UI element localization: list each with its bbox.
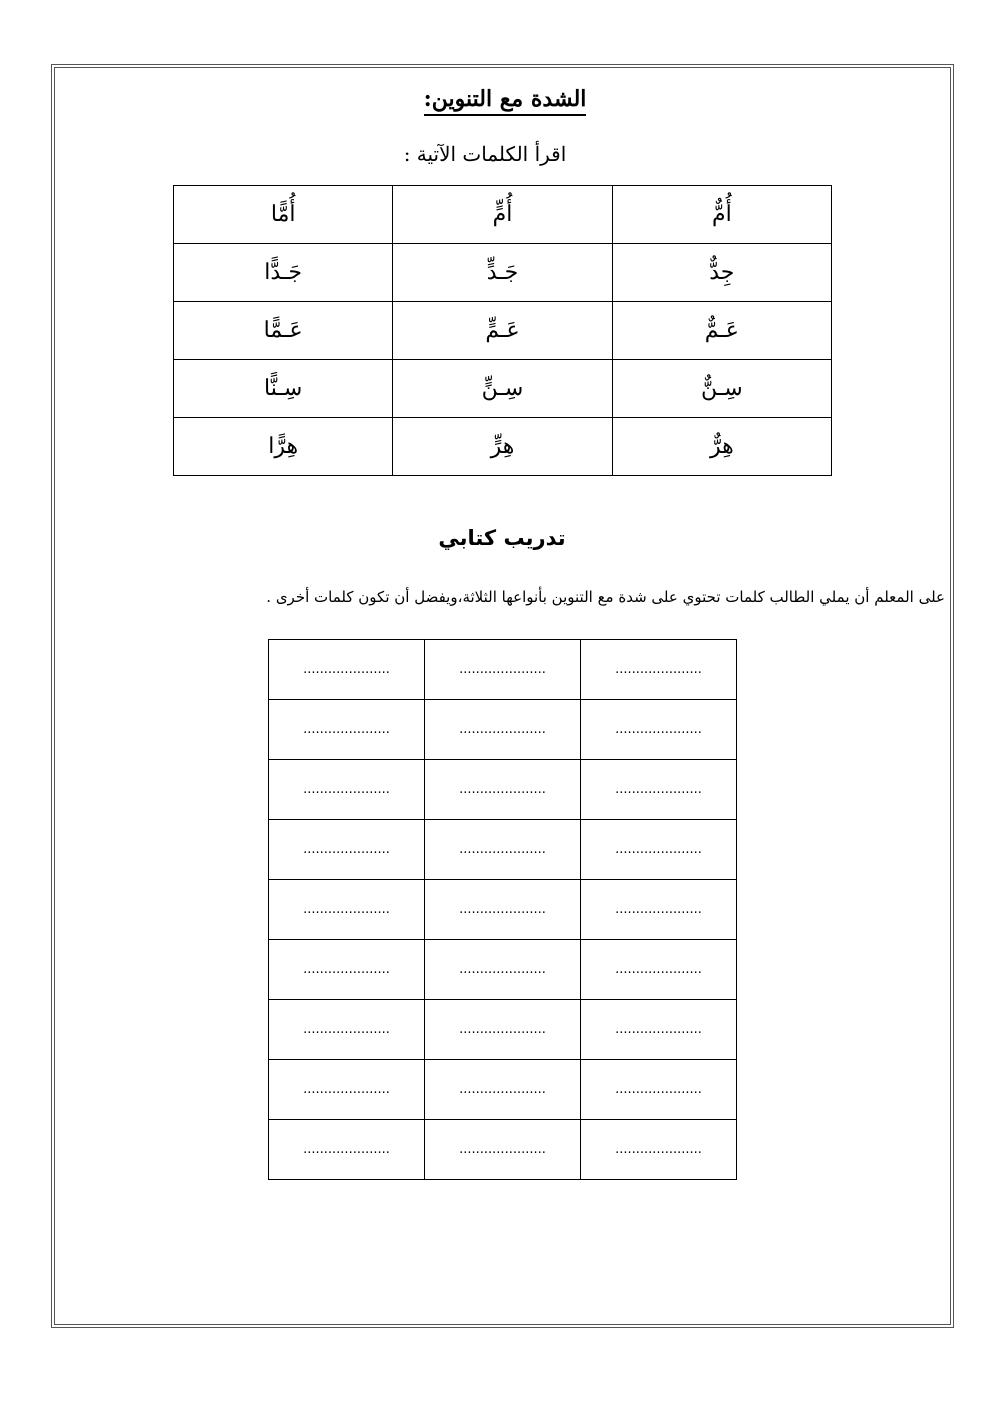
- practice-blank[interactable]: .....................: [425, 640, 581, 700]
- reading-word: جَـدًّا: [174, 244, 393, 302]
- reading-row: [174, 418, 832, 476]
- practice-blank[interactable]: .....................: [425, 1120, 581, 1180]
- practice-row: [269, 640, 737, 700]
- practice-row: [269, 1060, 737, 1120]
- practice-blank[interactable]: .....................: [269, 1120, 425, 1180]
- practice-blank[interactable]: .....................: [581, 880, 737, 940]
- practice-blank[interactable]: .....................: [581, 760, 737, 820]
- reading-word: أُمٌّ: [612, 186, 831, 244]
- practice-blank[interactable]: .....................: [581, 1000, 737, 1060]
- practice-blank[interactable]: .....................: [425, 760, 581, 820]
- teacher-instruction: على المعلم أن يملي الطالب كلمات تحتوي على شدة مع التنوين بأنواعها الثلاثة،ويفضل أن تكون كلمات أخرى .: [266, 588, 945, 606]
- practice-blank[interactable]: .....................: [425, 940, 581, 1000]
- practice-blank[interactable]: .....................: [269, 760, 425, 820]
- practice-blank[interactable]: .....................: [269, 820, 425, 880]
- reading-word: أُمٍّ: [393, 186, 612, 244]
- reading-word: هِرٌّ: [612, 418, 831, 476]
- reading-row: [174, 360, 832, 418]
- reading-word: سِـنًّا: [174, 360, 393, 418]
- reading-word: عَـمًّا: [174, 302, 393, 360]
- practice-blank[interactable]: .....................: [425, 820, 581, 880]
- worksheet-title-text: الشدة مع التنوين:: [424, 86, 587, 116]
- practice-row: [269, 940, 737, 1000]
- reading-row: [174, 244, 832, 302]
- writing-practice-table: [268, 639, 737, 1180]
- reading-word: جَـدٍّ: [393, 244, 612, 302]
- reading-word: جِدٌّ: [612, 244, 831, 302]
- reading-row: [174, 302, 832, 360]
- practice-row: [269, 760, 737, 820]
- practice-blank[interactable]: .....................: [581, 1120, 737, 1180]
- practice-blank[interactable]: .....................: [269, 640, 425, 700]
- practice-blank[interactable]: .....................: [581, 640, 737, 700]
- reading-word: سِـنٍّ: [393, 360, 612, 418]
- practice-blank[interactable]: .....................: [581, 700, 737, 760]
- practice-row: [269, 820, 737, 880]
- practice-blank[interactable]: .....................: [425, 880, 581, 940]
- practice-blank[interactable]: .....................: [269, 1000, 425, 1060]
- practice-row: [269, 700, 737, 760]
- reading-word: عَـمٍّ: [393, 302, 612, 360]
- worksheet-title: [0, 86, 992, 112]
- reading-instruction: اقرأ الكلمات الآتية :: [403, 142, 567, 166]
- practice-row: [269, 1000, 737, 1060]
- practice-blank[interactable]: .....................: [425, 1000, 581, 1060]
- reading-word: هِرًّا: [174, 418, 393, 476]
- reading-words-table: [173, 185, 832, 476]
- practice-blank[interactable]: .....................: [425, 1060, 581, 1120]
- practice-blank[interactable]: .....................: [581, 940, 737, 1000]
- reading-word: أُمًّا: [174, 186, 393, 244]
- reading-word: عَـمٌّ: [612, 302, 831, 360]
- practice-row: [269, 1120, 737, 1180]
- reading-word: سِـنٌّ: [612, 360, 831, 418]
- practice-blank[interactable]: .....................: [269, 1060, 425, 1120]
- section-title: تدريب كتابي: [438, 526, 566, 550]
- practice-blank[interactable]: .....................: [425, 700, 581, 760]
- practice-blank[interactable]: .....................: [269, 880, 425, 940]
- reading-row: [174, 186, 832, 244]
- practice-blank[interactable]: .....................: [581, 820, 737, 880]
- practice-blank[interactable]: .....................: [581, 1060, 737, 1120]
- practice-row: [269, 880, 737, 940]
- practice-blank[interactable]: .....................: [269, 700, 425, 760]
- practice-blank[interactable]: .....................: [269, 940, 425, 1000]
- reading-word: هِرٍّ: [393, 418, 612, 476]
